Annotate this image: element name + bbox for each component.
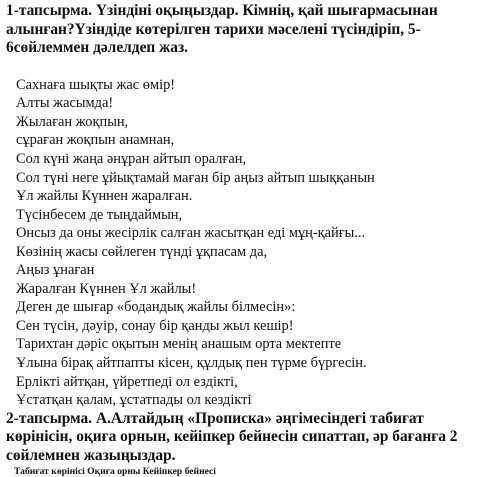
poem-excerpt (16, 76, 494, 410)
poem-line: Ерлікті айтқан, үйретпеді ол ездікті, (16, 373, 238, 390)
poem-line: Алты жасымда! (16, 95, 114, 112)
poem-line: Сахнаға шықты жас өмір! (16, 76, 176, 93)
poem-line: Аңыз ұнаған (16, 262, 95, 279)
poem-line: Жаралған Күннен Ұл жайлы! (16, 280, 197, 297)
poem-line: Тарихтан дәріс оқытын менің анашым орта мектепте (16, 336, 342, 353)
poem-line: Ұстатқан қалам, ұстатпады ол кездікті (16, 392, 252, 409)
poem-line: Сен түсін, дәуір, сонау бір қанды жыл кешір! (16, 317, 294, 334)
poem-line: Сол түні неге ұйықтамай маған бір аңыз айтып шыққанын (16, 169, 375, 186)
poem-line: Түсінбесем де тыңдаймын, (16, 206, 183, 223)
poem-line: Ұл жайлы Күннен жаралған. (16, 188, 193, 205)
poem-line: Ұлына бірақ айтпапты кісен, құлдық пен түрме бүргесін. (16, 354, 367, 371)
poem-line: Онсыз да оны жесірлік салған жасытқан еді мұң-қайғы... (16, 225, 366, 242)
table-column-headers: Табиғат көрінісі Оқиға орны Кейіпкер бейнесі (14, 466, 216, 477)
poem-line: Жылаған жоқпын, (16, 113, 129, 130)
poem-line: сұраған жоқпын анамнан, (16, 132, 175, 149)
poem-line: Сол күні жаңа әнұран айтып оралған, (16, 150, 247, 167)
task-1-heading: 1-тапсырма. Үзіндіні оқыңыздар. Кімнің, қай шығармасынан алынған?Үзіндіде көтерілген тарихи мәселені түсіндіріп, 5- 6сөйлеммен дәлелдеп жаз. (6, 2, 438, 57)
poem-line: Деген де шығар «бодандық жайлы білмесін»: (16, 299, 296, 316)
task-2-heading: 2-тапсырма. А.Алтайдың «Прописка» әңгімесіндегі табиғат көрінісін, оқиға орнын, кейіпкер бейнесін сипаттап, әр бағанға 2 сөйлемнен жазыңыздар. (6, 409, 458, 464)
poem-line: Көзінің жасы сөйлеген түнді ұқпасам да, (16, 243, 268, 260)
